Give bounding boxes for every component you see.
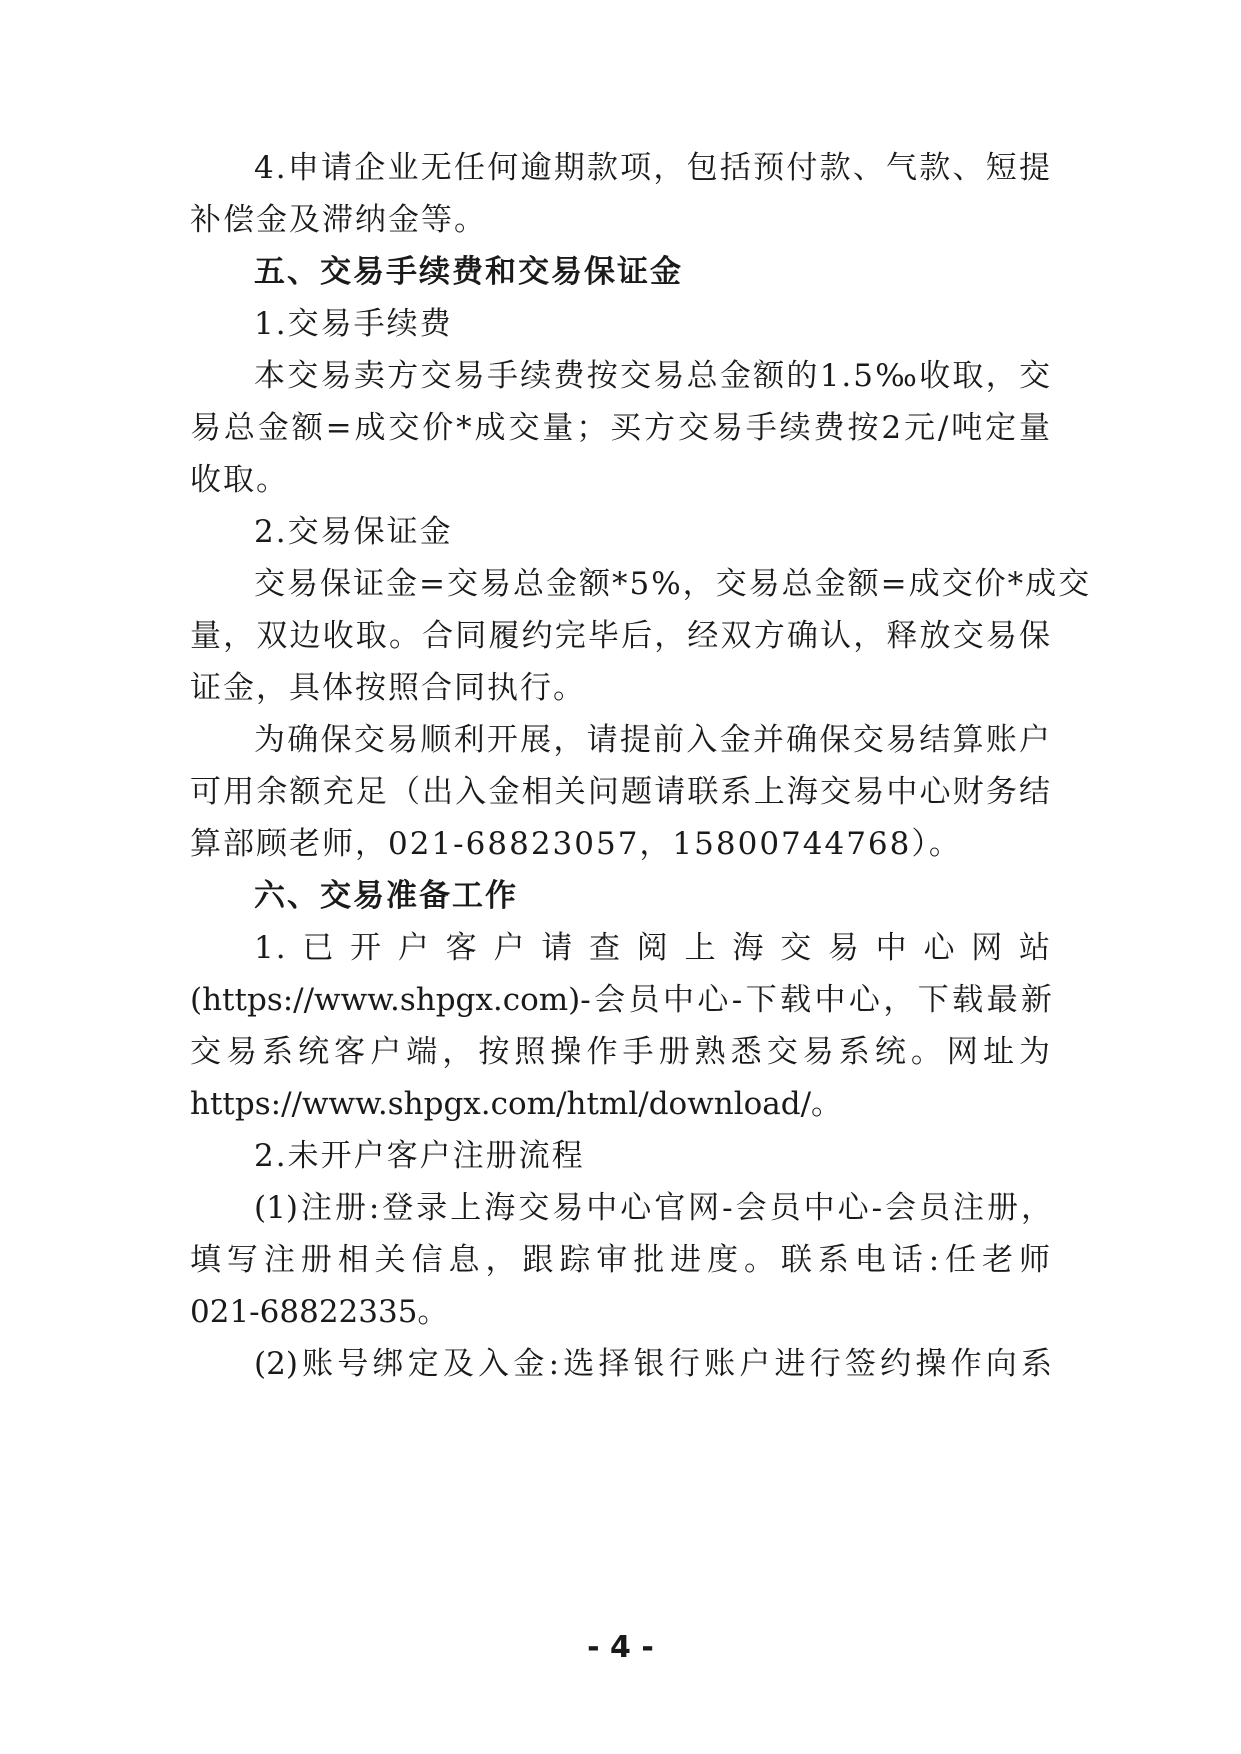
paragraph-line: 补偿金及滞纳金等。 [190,202,487,238]
paragraph-line: 4.申请企业无任何逾期款项，包括预付款、气款、短提 [254,150,1052,186]
paragraph-line: 证金，具体按照合同执行。 [190,670,586,706]
paragraph-line: 算部顾老师，021-68823057，15800744768）。 [190,826,962,862]
paragraph-line: 交易保证金=交易总金额*5%，交易总金额=成交价*成交 [254,566,1092,602]
subheading: 2.未开户客户注册流程 [254,1138,585,1174]
section-heading: 五、交易手续费和交易保证金 [254,254,683,290]
paragraph-line: 可用余额充足（出入金相关问题请联系上海交易中心财务结 [190,774,1052,810]
paragraph-line: 021-68822335。 [190,1294,449,1330]
paragraph-line: 易总金额=成交价*成交量；买方交易手续费按2元/吨定量 [190,410,1052,446]
paragraph-line: 本交易卖方交易手续费按交易总金额的1.5‰收取，交 [254,358,1052,394]
paragraph-line: 1.已开户客户请查阅上海交易中心网站 [254,930,1052,966]
paragraph-line: (1)注册:登录上海交易中心官网-会员中心-会员注册， [254,1190,1052,1226]
subheading: 1.交易手续费 [254,306,453,342]
paragraph-line: 交易系统客户端，按照操作手册熟悉交易系统。网址为 [190,1034,1052,1070]
paragraph-line: (2)账号绑定及入金:选择银行账户进行签约操作向系 [254,1346,1052,1382]
subheading: 2.交易保证金 [254,514,453,550]
paragraph-line: 量，双边收取。合同履约完毕后，经双方确认，释放交易保 [190,618,1052,654]
paragraph-line: 收取。 [190,462,289,498]
paragraph-line: 填写注册相关信息，跟踪审批进度。联系电话:任老师 [190,1242,1052,1278]
page-number: - 4 - [587,1630,654,1665]
paragraph-line: (https://www.shpgx.com)-会员中心-下载中心，下载最新 [190,982,1052,1018]
section-heading: 六、交易准备工作 [254,878,518,914]
paragraph-line: https://www.shpgx.com/html/download/。 [190,1086,843,1122]
paragraph-line: 为确保交易顺利开展，请提前入金并确保交易结算账户 [254,722,1052,758]
